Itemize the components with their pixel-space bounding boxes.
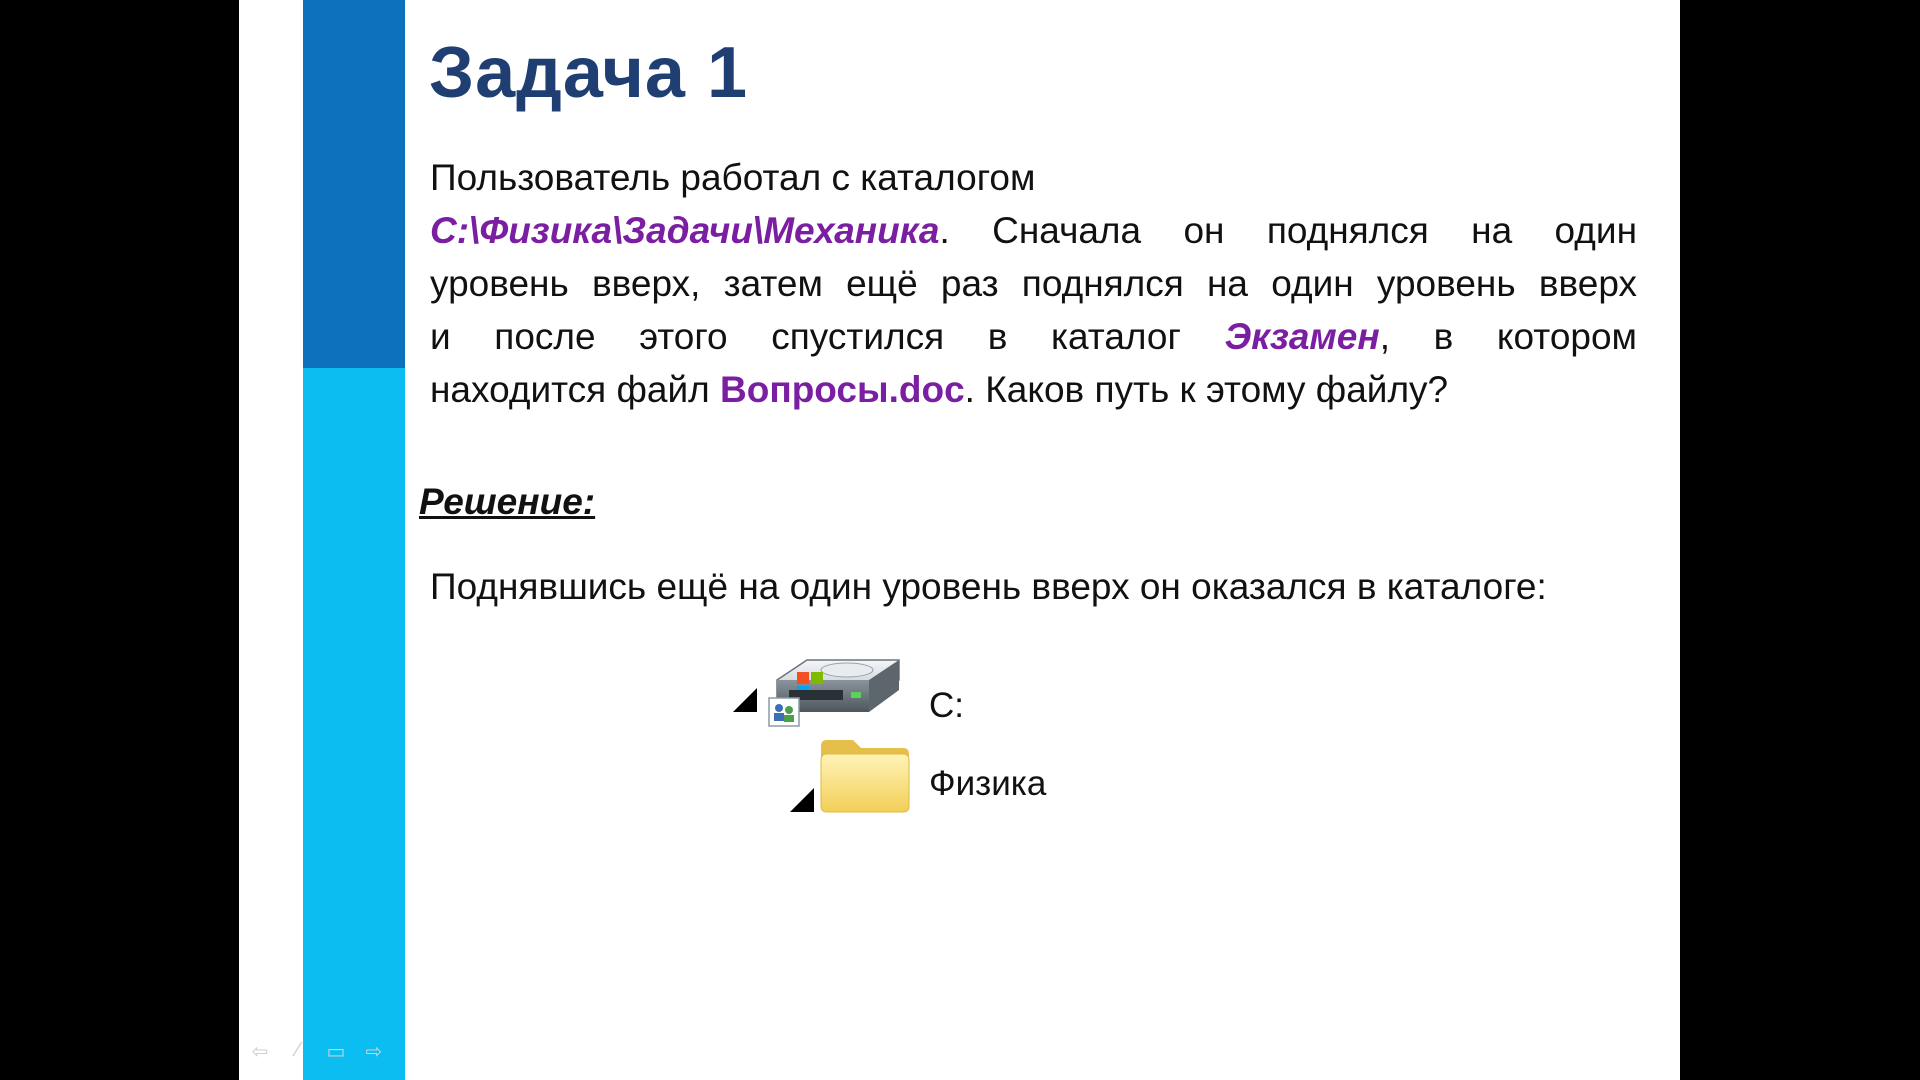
problem-line-2-rest: . Сначала он поднялся на один — [939, 210, 1637, 251]
slideshow-navigation — [249, 1039, 385, 1064]
dir-highlight: Экзамен — [1224, 316, 1380, 357]
expander-triangle-icon[interactable] — [733, 688, 757, 712]
problem-line-2 — [430, 204, 1637, 257]
accent-bar-dark — [303, 0, 405, 368]
tree-label-drive[interactable]: С: — [929, 686, 964, 725]
next-slide-icon[interactable]: ⇨ — [365, 1041, 383, 1063]
problem-line-1: Пользователь работал с каталогом — [430, 157, 1036, 198]
expander-triangle-icon[interactable] — [790, 788, 814, 812]
problem-line-4-post: , в котором — [1379, 316, 1637, 357]
problem-line-5-post: . Каков путь к этому файлу? — [964, 369, 1449, 410]
pen-icon[interactable]: ⁄ — [296, 1039, 300, 1061]
solution-text: Поднявшись ещё на один уровень вверх он оказался в каталоге: — [430, 566, 1547, 607]
menu-icon[interactable]: ▭ — [326, 1041, 346, 1063]
problem-text — [430, 151, 1637, 416]
slide-title: Задача 1 — [429, 33, 748, 113]
drive-icon — [767, 650, 907, 730]
previous-slide-icon[interactable]: ⇦ — [251, 1041, 269, 1063]
problem-line-4-pre: и после этого спустился в каталог — [430, 316, 1225, 357]
slide — [239, 0, 1680, 1080]
solution-heading: Решение: — [419, 481, 596, 522]
problem-line-5-pre: находится файл — [430, 369, 721, 410]
problem-line-5 — [430, 363, 1637, 416]
file-highlight: Вопросы.doc — [720, 369, 965, 410]
folder-icon — [817, 732, 913, 814]
tree-label-folder[interactable]: Физика — [929, 764, 1047, 803]
problem-line-4 — [430, 310, 1637, 363]
accent-bar-light — [303, 368, 405, 1080]
problem-line-3: уровень вверх, затем ещё раз поднялся на один уровень вверх — [430, 263, 1637, 304]
path-highlight: С:\Физика\Задачи\Механика — [430, 210, 940, 251]
